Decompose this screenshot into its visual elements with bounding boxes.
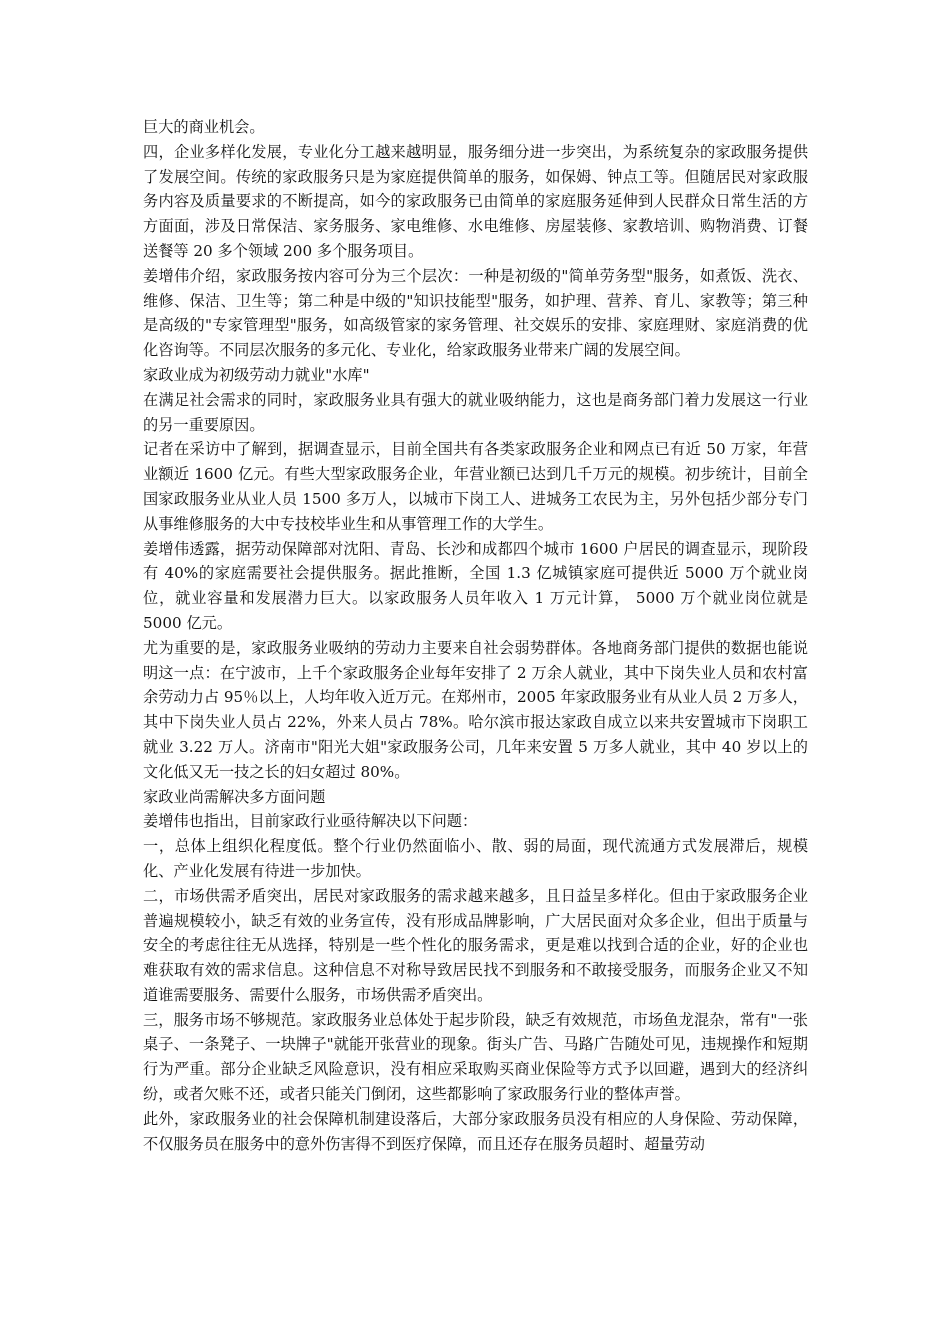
paragraph-problem-two: 二，市场供需矛盾突出，居民对家政服务的需求越来越多，且日益呈多样化。但由于家政服务企业普遍规模较小，缺乏有效的业务宣传，没有形成品牌影响，广大居民面对众多企业，但出于质量与安全的考虑往往无从选择，特别是一些个性化的服务需求，更是难以找到合适的企业，好的企业也难获取有效的需求信息。这种信息不对称导致居民找不到服务和不敢接受服务，而服务企业又不知道谁需要服务、需要什么服务，市场供需矛盾突出。 — [143, 886, 808, 1004]
paragraph-problem-three: 三，服务市场不够规范。家政服务业总体处于起步阶段，缺乏有效规范，市场鱼龙混杂，常有"一张桌子、一条凳子、一块牌子"就能开张营业的现象。街头广告、马路广告随处可见，违规操作和短期行为严重。部分企业缺乏风险意识，没有相应采取购买商业保险等方式予以回避，遇到大的经济纠纷，或者欠账不还，或者只能关门倒闭，这些都影响了家政服务行业的整体声誉。 — [143, 1010, 808, 1104]
paragraph-labor-survey: 姜增伟透露，据劳动保障部对沈阳、青岛、长沙和成都四个城市 1600 户居民的调查显示，现阶段有 40%的家庭需要社会提供服务。据此推断，全国 1.3 亿城镇家庭可提供近 5000 万个就业岗位，就业容量和发展潜力巨大。以家政服务人员年收入 1 万元计算， 5000 万个就业岗位就是 5000 亿元。 — [143, 539, 808, 632]
paragraph-intro-fragment: 巨大的商业机会。 — [143, 118, 265, 136]
paragraph-point-four: 四，企业多样化发展，专业化分工越来越明显，服务细分进一步突出，为系统复杂的家政服务提供了发展空间。传统的家政服务只是为家庭提供简单的服务，如保姆、钟点工等。但随居民对家政服务内容及质量要求的不断提高，如今的家政服务已由简单的家庭服务延伸到人民群众日常生活的方方面面，涉及日常保洁、家务服务、家电维修、水电维修、房屋装修、家教培训、购物消费、订餐送餐等 20 多个领域 200 多个服务项目。 — [143, 142, 808, 260]
paragraph-social-security: 此外，家政服务业的社会保障机制建设落后，大部分家政服务员没有相应的人身保险、劳动保障，不仅服务员在服务中的意外伤害得不到医疗保障，而且还存在服务员超时、超量劳动 — [143, 1109, 808, 1153]
paragraph-service-levels: 姜增伟介绍，家政服务按内容可分为三个层次：一种是初级的"简单劳务型"服务，如煮饭、洗衣、维修、保洁、卫生等；第二种是中级的"知识技能型"服务，如护理、营养、育儿、家教等；第三种是高级的"专家管理型"服务，如高级管家的家务管理、社交娱乐的安排、家庭理财、家庭消费的优化咨询等。不同层次服务的多元化、专业化，给家政服务业带来广阔的发展空间。 — [143, 266, 808, 360]
paragraph-vulnerable-groups: 尤为重要的是，家政服务业吸纳的劳动力主要来自社会弱势群体。各地商务部门提供的数据也能说明这一点：在宁波市，上千个家政服务企业每年安排了 2 万余人就业，其中下岗失业人员和农村富余劳动力占 95％以上，人均年收入近万元。在郑州市，2005 年家政服务业有从业人员 2 万多人，其中下岗失业人员占 22%，外来人员占 78%。哈尔滨市报达家政自成立以来共安置城市下岗职工就业 3.22 万人。济南市"阳光大姐"家政服务公司，几年来安置 5 万多人就业，其中 40 岁以上的文化低又无一技之长的妇女超过 80%。 — [143, 638, 808, 781]
section-heading-problems: 家政业尚需解决多方面问题 — [143, 787, 326, 806]
paragraph-employment-capacity: 在满足社会需求的同时，家政服务业具有强大的就业吸纳能力，这也是商务部门着力发展这一行业的另一重要原因。 — [143, 390, 808, 434]
document-body — [143, 115, 808, 1156]
paragraph-survey-statistics: 记者在采访中了解到，据调查显示，目前全国共有各类家政服务企业和网点已有近 50 万家，年营业额近 1600 亿元。有些大型家政服务企业，年营业额已达到几千万元的规模。初步统计，目前全国家政服务业从业人员 1500 多万人，以城市下岗工人、进城务工农民为主，另外包括少部分专门从事维修服务的大中专技校毕业生和从事管理工作的大学生。 — [143, 440, 808, 533]
section-heading-employment-reservoir: 家政业成为初级劳动力就业"水库" — [143, 365, 370, 384]
paragraph-problem-one: 一，总体上组织化程度低。整个行业仍然面临小、散、弱的局面，现代流通方式发展滞后，规模化、产业化发展有待进一步加快。 — [143, 837, 808, 880]
paragraph-problems-intro: 姜增伟也指出，目前家政行业亟待解决以下问题： — [143, 812, 478, 831]
